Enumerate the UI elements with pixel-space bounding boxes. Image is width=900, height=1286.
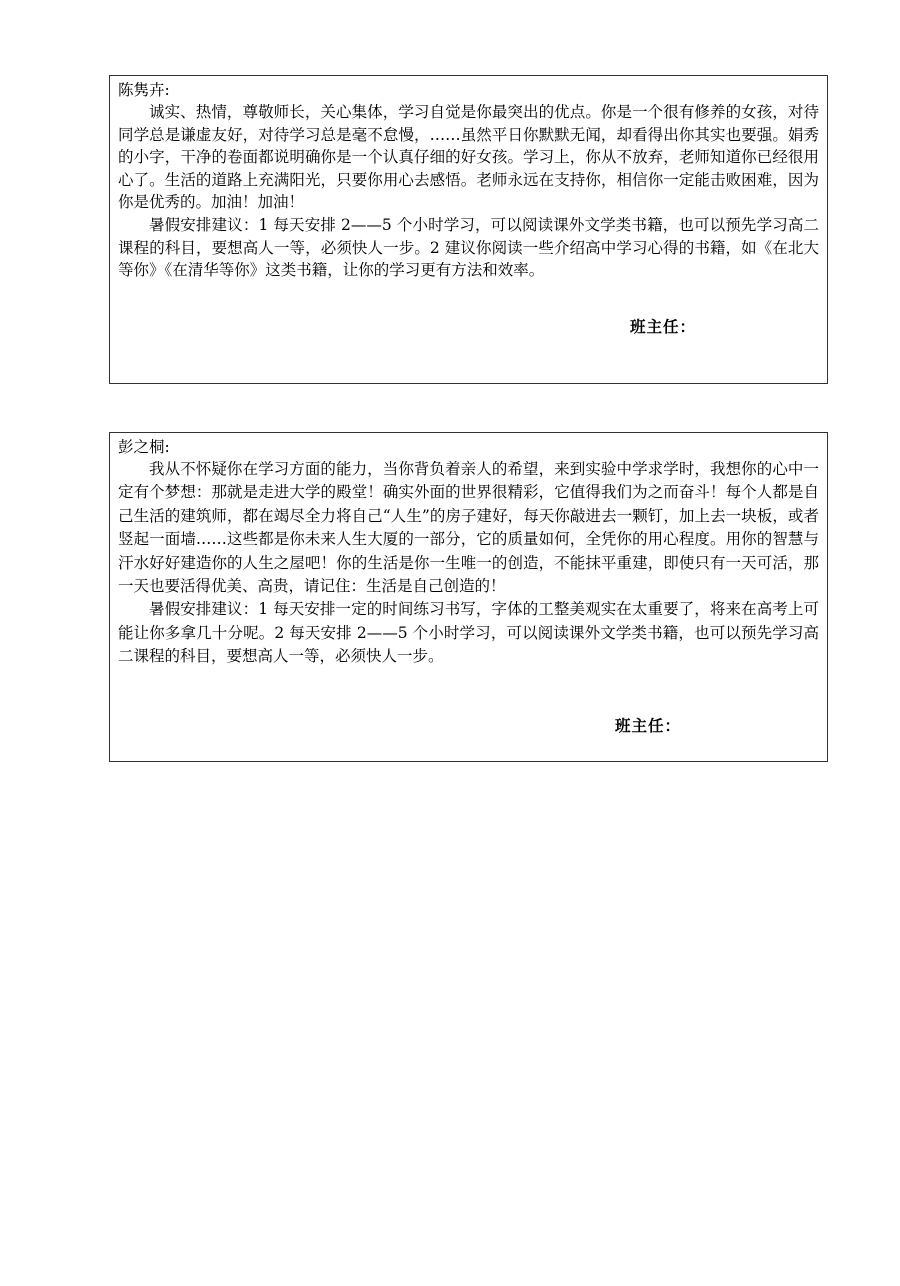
student-name: 彭之桐: [118,438,170,456]
comment-card-2 [109,432,828,762]
teacher-signature-label: 班主任： [630,317,697,336]
summer-advice-paragraph: 暑假安排建议：1 每天安排一定的时间练习书写，字体的工整美观实在太重要了，将来在高考上可能让你多拿几十分呢。2 每天安排 2——5 个小时学习，可以阅读课外文学类书籍，也可以预先学习高二课程的科目，要想高人一等，必须快人一步。 [118,600,819,666]
student-name: 陈隽卉: [118,81,170,99]
summer-advice-paragraph: 暑假安排建议：1 每天安排 2——5 个小时学习，可以阅读课外文学类书籍，也可以预先学习高二课程的科目，要想高人一等，必须快人一步。2 建议你阅读一些介绍高中学习心得的书籍，如《在北大等你》《在清华等你》这类书籍，让你的学习更有方法和效率。 [118,215,819,280]
comment-paragraph: 我从不怀疑你在学习方面的能力，当你背负着亲人的希望，来到实验中学求学时，我想你的心中一定有个梦想：那就是走进大学的殿堂！确实外面的世界很精彩，它值得我们为之而奋斗！每个人都是自己生活的建筑师，都在竭尽全力将自己“人生”的房子建好，每天你敲进去一颗钉，加上去一块板，或者竖起一面墙……这些都是你未来人生大厦的一部分，它的质量如何，全凭你的用心程度。用你的智慧与汗水好好建造你的人生之屋吧！你的生活是你一生唯一的创造，不能抹平重建，即使只有一天可活，那一天也要活得优美、高贵，请记住：生活是自己创造的！ [118,460,819,596]
comment-paragraph: 诚实、热情，尊敬师长，关心集体，学习自觉是你最突出的优点。你是一个很有修养的女孩，对待同学总是谦虚友好，对待学习总是毫不怠慢，……虽然平日你默默无闻，却看得出你其实也要强。娟秀的小字，干净的卷面都说明确你是一个认真仔细的好女孩。学习上，你从不放弃，老师知道你已经很用心了。生活的道路上充满阳光，只要你用心去感悟。老师永远在支持你，相信你一定能击败困难，因为你是优秀的。加油！加油！ [118,103,819,212]
comment-card-1 [109,75,828,384]
teacher-signature-label: 班主任： [615,716,682,735]
